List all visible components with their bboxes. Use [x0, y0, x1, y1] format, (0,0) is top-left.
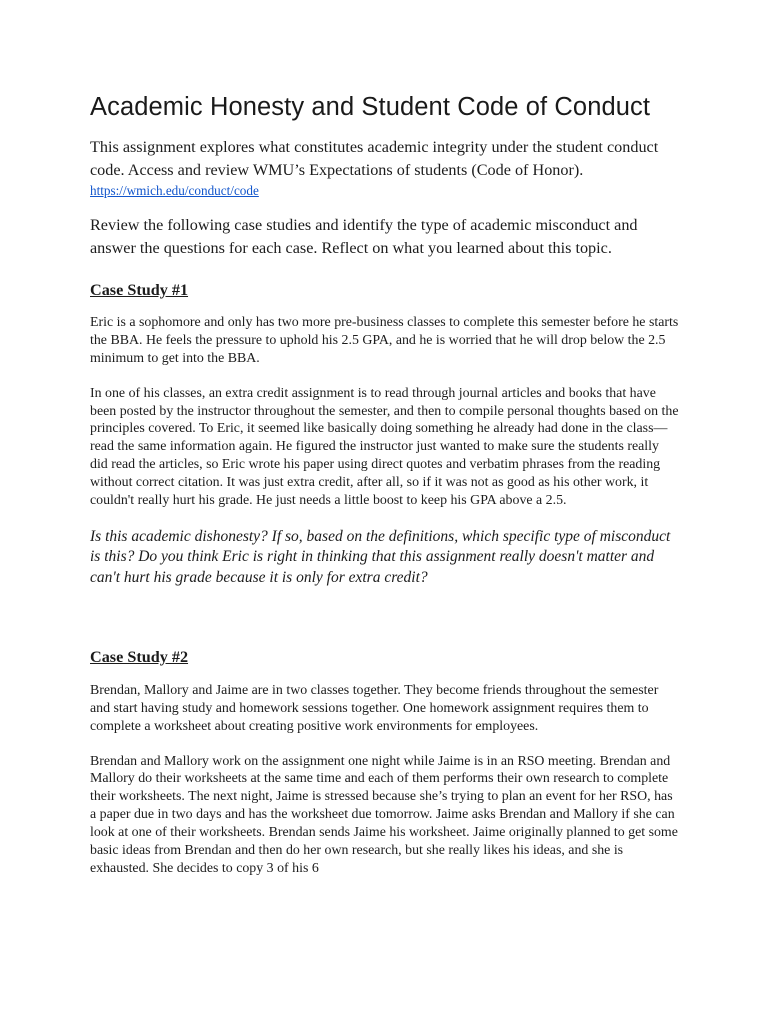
intro-paragraph: This assignment explores what constitutes academic integrity under the student conduct code. Access and review WMU’s Expectations of students (Code of Honor). — [90, 137, 659, 179]
document-body — [90, 92, 680, 878]
case-study-paragraph: In one of his classes, an extra credit assignment is to read through journal articles and books that have been posted by the instructor throughout the semester, and then to compile personal thoughts based on the principles covered. To Eric, it seemed like basically doing something he already had done in the class—read the same information again. He figured the instructor just wanted to make sure the students really did read the articles, so Eric wrote his paper using direct quotes and verbatim phrases from the reading without correct citation. It was just extra credit, after all, so if it was not as good as his other work, it couldn't really hurt his grade. He just needs a little boost to keep his GPA above a 2.5. — [90, 385, 679, 509]
case-study-heading: Case Study #2 — [90, 647, 189, 666]
case-study-question: Is this academic dishonesty? If so, based on the definitions, which specific type of misconduct is this? Do you think Eric is right in thinking that this assignment really doesn't matter and can't hurt his grade because it is only for extra credit? — [90, 527, 671, 586]
case-study-heading: Case Study #1 — [90, 280, 189, 299]
document-title: Academic Honesty and Student Code of Conduct — [90, 93, 651, 121]
code-of-conduct-link[interactable]: https://wmich.edu/conduct/code — [90, 182, 259, 198]
case-study-paragraph: Eric is a sophomore and only has two more pre-business classes to complete this semester before he starts the BBA. He feels the pressure to uphold his 2.5 GPA, and he is worried that he will drop below the 2.5 minimum to get into the BBA. — [90, 314, 679, 366]
case-study-paragraph: Brendan and Mallory work on the assignment one night while Jaime is in an RSO meeting. Brendan and Mallory do their worksheets at the same time and each of them performs their own research to complete their worksheets. The next night, Jaime is stressed because she’s trying to plan an event for her RSO, has a paper due in two days and has the worksheet due tomorrow. Jaime asks Brendan and Mallory if she can look at one of their worksheets. Brendan sends Jaime his worksheet. Jaime originally planned to get some basic ideas from Brendan and then do her own research, but she really likes his ideas, and she is exhausted. She decides to copy 3 of his 6 — [90, 753, 678, 876]
case-study-1 — [90, 279, 680, 588]
case-study-paragraph: Brendan, Mallory and Jaime are in two classes together. They become friends throughout the semester and start having study and homework sessions together. One homework assignment requires them to complete a worksheet about creating positive work environments for employees. — [90, 682, 659, 734]
instructions-paragraph: Review the following case studies and identify the type of academic misconduct and answer the questions for each case. Reflect on what you learned about this topic. — [90, 215, 638, 258]
case-study-2 — [90, 646, 680, 878]
